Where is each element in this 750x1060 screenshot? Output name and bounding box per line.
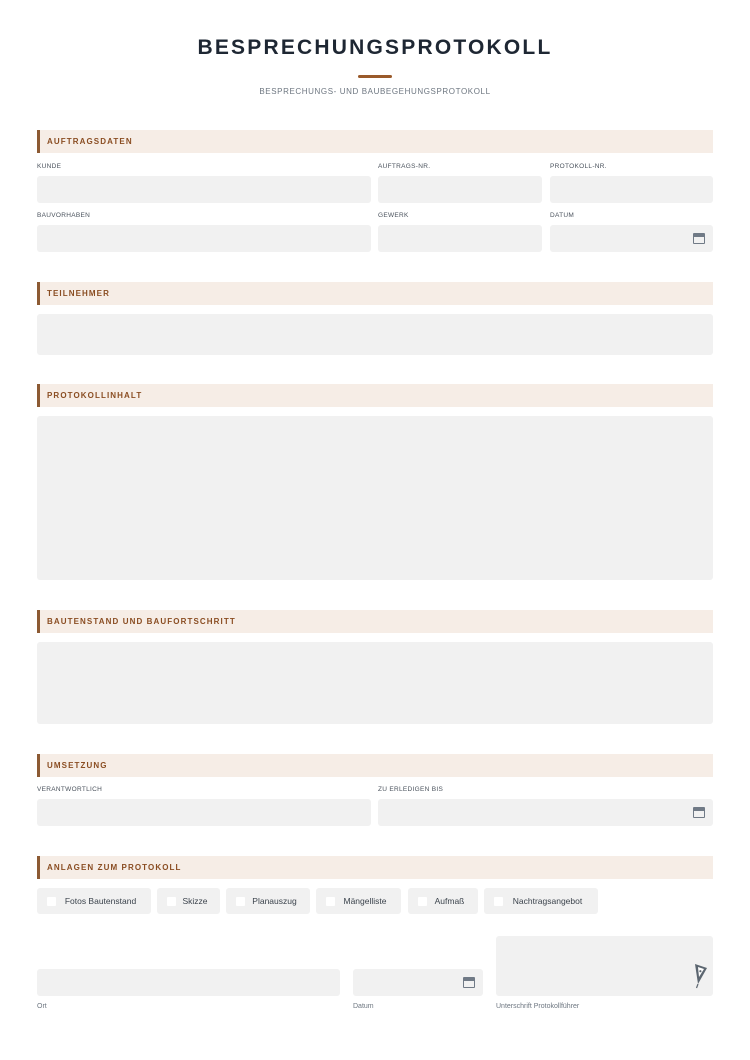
section-header-protokollinhalt: PROTOKOLLINHALT	[37, 384, 713, 407]
section-header-auftragsdaten: AUFTRAGSDATEN	[37, 130, 713, 153]
checkbox-nachtragsangebot[interactable]	[484, 888, 598, 914]
checkbox-planauszug[interactable]	[226, 888, 310, 914]
signature-field[interactable]	[496, 936, 713, 996]
unterschrift-label: Unterschrift Protokollführer	[496, 1003, 580, 1010]
datum-label: DATUM	[550, 212, 575, 219]
datum-signature-label: Datum	[353, 1003, 374, 1010]
page-title: BESPRECHUNGSPROTOKOLL	[197, 36, 553, 59]
checkbox-label: Planauszug	[252, 896, 297, 906]
checkbox-skizze[interactable]	[157, 888, 220, 914]
section-header-bautenstand: BAUTENSTAND UND BAUFORTSCHRITT	[37, 610, 713, 633]
checkbox-box[interactable]	[167, 897, 176, 906]
kunde-field[interactable]	[37, 176, 371, 203]
checkbox-label: Mängelliste	[343, 896, 387, 906]
checkbox-aufmass[interactable]	[408, 888, 478, 914]
calendar-icon[interactable]	[693, 233, 705, 244]
protokoll-nr-field[interactable]	[550, 176, 713, 203]
protokollinhalt-textarea[interactable]	[37, 416, 713, 580]
calendar-icon[interactable]	[463, 977, 475, 988]
bauvorhaben-label: BAUVORHABEN	[37, 212, 91, 219]
page-subtitle: BESPRECHUNGS- UND BAUBEGEHUNGSPROTOKOLL	[259, 87, 491, 96]
verantwortlich-field[interactable]	[37, 799, 371, 826]
section-header-anlagen: ANLAGEN ZUM PROTOKOLL	[37, 856, 713, 879]
checkbox-label: Aufmaß	[434, 896, 465, 906]
zu-erledigen-label: ZU ERLEDIGEN BIS	[378, 786, 444, 793]
checkbox-box[interactable]	[236, 897, 245, 906]
checkbox-maengelliste[interactable]	[316, 888, 401, 914]
gewerk-label: GEWERK	[378, 212, 409, 219]
teilnehmer-field[interactable]	[37, 314, 713, 355]
checkbox-box[interactable]	[494, 897, 503, 906]
pen-nib-icon	[693, 963, 709, 989]
bauvorhaben-field[interactable]	[37, 225, 371, 252]
checkbox-label: Skizze	[182, 896, 208, 906]
checkbox-label: Nachtragsangebot	[512, 896, 583, 906]
protokoll-nr-label: PROTOKOLL-NR.	[550, 163, 607, 170]
bautenstand-textarea[interactable]	[37, 642, 713, 724]
title-accent-rule	[358, 75, 392, 78]
section-header-teilnehmer: TEILNEHMER	[37, 282, 713, 305]
gewerk-field[interactable]	[378, 225, 542, 252]
zu-erledigen-field[interactable]	[378, 799, 713, 826]
checkbox-box[interactable]	[326, 897, 335, 906]
datum-field[interactable]	[550, 225, 713, 252]
checkbox-box[interactable]	[47, 897, 56, 906]
auftrags-nr-label: AUFTRAGS-NR.	[378, 163, 431, 170]
ort-label: Ort	[37, 1003, 47, 1010]
ort-field[interactable]	[37, 969, 340, 996]
section-header-umsetzung: UMSETZUNG	[37, 754, 713, 777]
kunde-label: KUNDE	[37, 163, 62, 170]
calendar-icon[interactable]	[693, 807, 705, 818]
checkbox-fotos-bautenstand[interactable]	[37, 888, 151, 914]
checkbox-box[interactable]	[418, 897, 427, 906]
checkbox-label: Fotos Bautenstand	[64, 896, 137, 906]
verantwortlich-label: VERANTWORTLICH	[37, 786, 103, 793]
auftrags-nr-field[interactable]	[378, 176, 542, 203]
